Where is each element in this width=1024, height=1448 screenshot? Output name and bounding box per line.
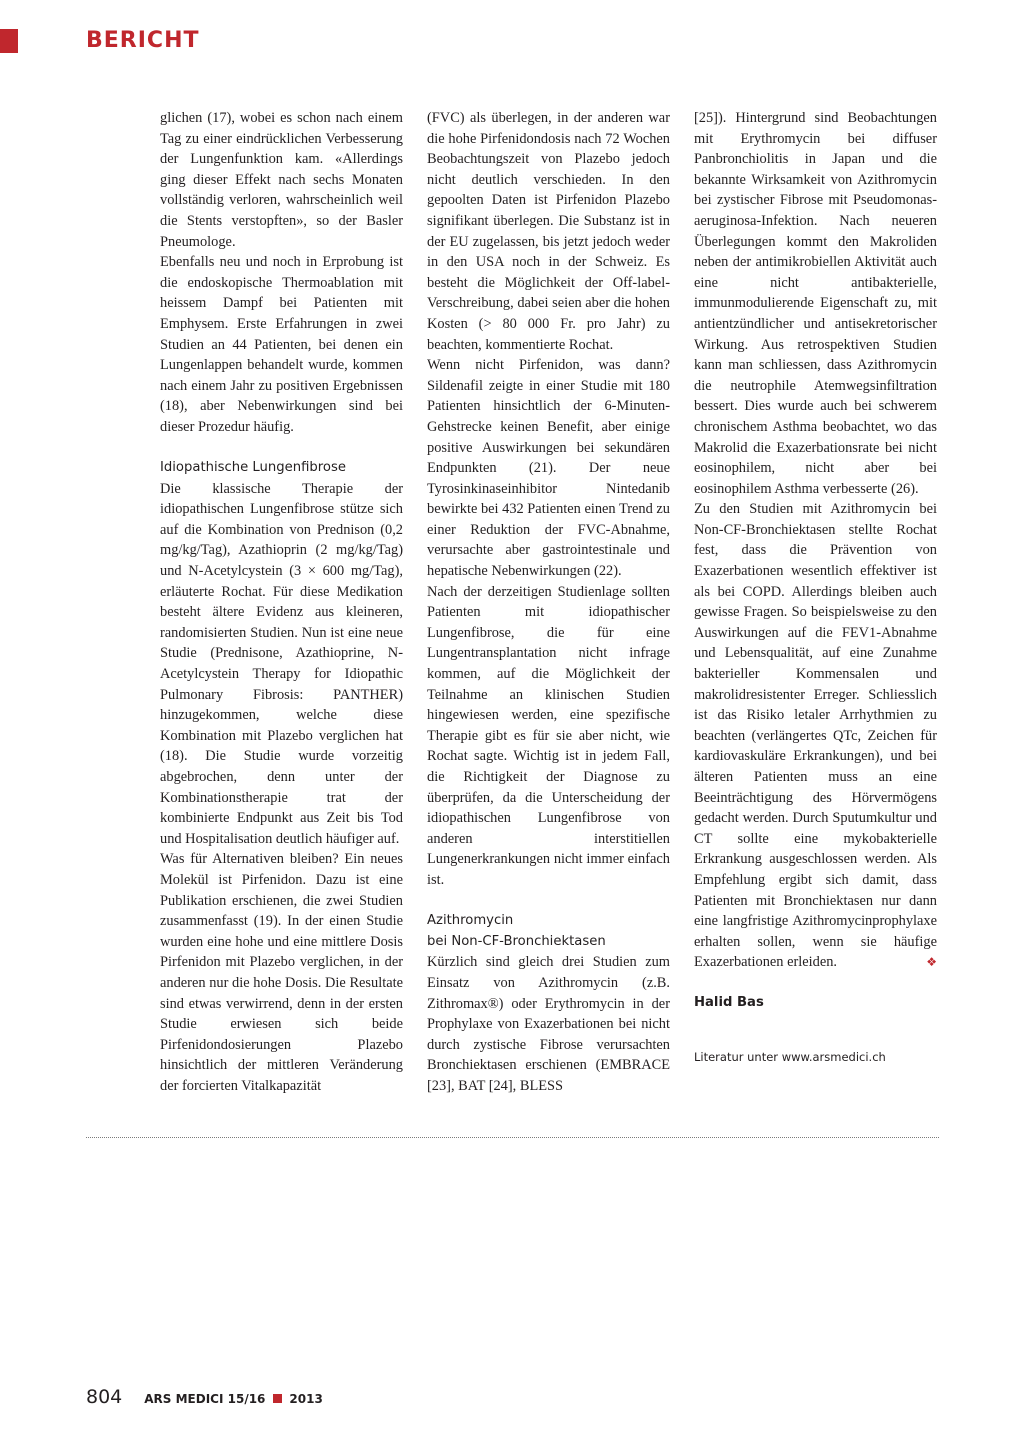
journal-year: 2013 (289, 1392, 323, 1406)
page-footer (86, 1386, 323, 1416)
footer-divider (86, 1137, 939, 1138)
article-column-3 (694, 108, 937, 1065)
article-column-1 (160, 108, 403, 1097)
column-text (427, 108, 670, 1097)
paragraph: Nach der derzeitigen Studienlage sollten Patienten mit idiopathischer Lungenfibrose, die für eine Lungentransplantation nicht infrage kommen, auf die Möglichkeit der Teilnahme an klinischen Studien hingewiesen werden, eine spezifische Therapie gibt es für sie aber nicht, wie Rochat sagte. Wichtig ist in jedem Fall, die Richtigkeit der Diagnose zu überprüfen, da die Unterscheidung der idiopathischen Lungenfibrose von anderen interstitiellen Lungenerkrankungen nicht immer einfach ist. (427, 583, 670, 888)
paragraph-gap (160, 438, 403, 459)
article-end-icon: ❖ (926, 955, 937, 970)
paragraph: glichen (17), wobei es schon nach einem Tag zu einer eindrücklichen Verbesserung der Lungenfunktion kam. «Allerdings ging dieser Effekt nach sechs Monaten vollständig verloren, wahrscheinlich weil die Stents verstopften», so der Basler Pneumologe. (160, 110, 403, 250)
paragraph: Die klassische Therapie der idiopathischen Lungenfibrose stütze sich auf die Kombination von Prednison (0,2 mg/kg/Tag), Azathioprin (2 mg/kg/Tag) und N-Acetylcystein (3 × 600 mg/Tag), erläuterte Rochat. Für diese Medikation besteht ältere Evidenz aus kleineren, randomisierten Studien. Nun ist eine neue Studie (Prednisone, Azathioprine, N-Acetylcystein Therapy for Idiopathic Pulmonary Fibrosis: PANTHER) hinzugekommen, welche diese Kombination mit Plazebo verglichen hat (18). Die Studie wurde vorzeitig abgebrochen, denn unter der Kombinationstherapie trat der kombinierte Endpunkt aus Zeit bis Tod und Hospitalisation deutlich häufiger auf. (160, 480, 403, 847)
paragraph: Was für Alternativen bleiben? Ein neues Molekül ist Pirfenidon. Dazu ist eine Publikation erschienen, die zwei Studien zusammenfasst (19). In der einen Studie wurden eine hohe und eine mittlere Dosis Pirfenidon mit Plazebo verglichen, in der anderen nur die hohe Dosis. Die Resultate sind etwas verwirrend, denn in der ersten Studie erwiesen sich beide Pirfenidondosierungen Plazebo hinsichtlich der mittleren Veränderung der forcierten Vitalkapazität (160, 851, 403, 1094)
subheading: bei Non-CF-Bronchiektasen (427, 933, 606, 949)
column-text (694, 108, 937, 973)
footer-square-icon (273, 1394, 282, 1403)
paragraph: Kürzlich sind gleich drei Studien zum Einsatz von Azithromycin (z.B. Zithromax®) oder Erythromycin in der Prophylaxe von Exazerbationen bei nicht durch zystische Fibrose verursachten Bronchiektasen erschienen (EMBRACE [23], BAT [24], BLESS (427, 954, 670, 1094)
subheading: Idiopathische Lungenfibrose (160, 460, 346, 476)
paragraph-gap (427, 891, 670, 912)
paragraph: Ebenfalls neu und noch in Erprobung ist die endoskopische Thermoablation mit heissem Dampf bei Patienten mit Emphysem. Erste Erfahrungen in zwei Studien an 44 Patienten, bei denen ein Lungenlappen behandelt wurde, kommen nach einem Jahr zu positiven Ergebnissen (18), aber Nebenwirkungen sind bei dieser Prozedur häufig. (160, 254, 403, 435)
column-text (160, 108, 403, 1097)
paragraph: [25]). Hintergrund sind Beobachtungen mit Erythromycin bei diffuser Panbronchiolitis in Japan und die bekannte Wirksamkeit von Azithromycin bei zystischer Fibrose mit Pseudomonas-aeruginosa-Infektion. Nach neueren Überlegungen kommt den Makroliden neben der antimikrobiellen Aktivität auch eine nicht antibakterielle, immunmodulierende Eigenschaft zu, mit antientzündlicher und antisekretorischer Wirkung. Aus retrospektiven Studien kann man schliessen, dass Azithromycin die neutrophile Atemwegsinfiltration bessert. Dies wurde auch bei schwerem chronischem Asthma beobachtet, wo das Makrolid die Exazerbationsrate bei nicht eosinophilem, nicht aber bei eosinophilem Asthma verbesserte (26). (694, 110, 937, 497)
journal-name: ARS MEDICI 15/16 (144, 1392, 266, 1406)
author-name: Halid Bas (694, 994, 764, 1010)
paragraph: Zu den Studien mit Azithromycin bei Non-CF-Bronchiektasen stellte Rochat fest, dass die Prävention von Exazerbationen wesentlich effektiver ist als bei COPD. Allerdings bleiben auch gewisse Fragen. So beispielsweise zu den Auswirkungen auf die FEV1-Abnahme und Lebensqualität, auf eine Zunahme bakterieller Kommensalen und makrolidresistenter Erreger. Schliesslich ist das Risiko letaler Arrhythmien zu beachten (verlängertes QTc, Zeichen für kardiovaskuläre Erkrankungen), und bei älteren Patienten muss an eine Beeinträchtigung des Hörvermögens gedacht werden. Durch Sputumkultur und CT sollte eine mykobakterielle Erkrankung ausgeschlossen werden. Als Empfehlung ergibt sich damit, dass Patienten mit Bronchiektasen nur dann eine langfristige Azithromycinprophylaxe erhalten sollen, wenn sie häufige Exazerbationen erleiden. ❖ (694, 499, 937, 973)
subheading: Azithromycin (427, 913, 514, 929)
paragraph: Wenn nicht Pirfenidon, was dann? Sildenafil zeigte in einer Studie mit 180 Patienten hinsichtlich der 6-Minuten-Gehstrecke keinen Benefit, aber einige positive Auswirkungen bei sekundären Endpunkten (21). Der neue Tyrosinkinaseinhibitor Nintedanib bewirkte bei 432 Patienten einen Trend zu einer Reduktion der FVC-Abnahme, verursachte aber gastrointestinale und hepatische Nebenwirkungen (22). (427, 357, 670, 580)
section-title: BERICHT (86, 28, 200, 53)
page-number: 804 (86, 1386, 123, 1408)
article-column-2 (427, 108, 670, 1097)
paragraph: (FVC) als überlegen, in der anderen war die hohe Pirfenidondosis nach 72 Wochen Beobachtungszeit von Plazebo jedoch nicht deutlich verschieden. In den gepoolten Daten ist Pirfenidon Plazebo signifikant überlegen. Die Substanz ist in der EU zugelassen, bis jetzt jedoch weder in den USA noch in der Schweiz. Es besteht die Möglichkeit der Off-label-Verschreibung, dabei seien aber die hohen Kosten (> 80 000 Fr. pro Jahr) zu beachten, kommentierte Rochat. (427, 110, 670, 353)
section-color-marker (0, 29, 18, 53)
literature-note: Literatur unter www.arsmedici.ch (694, 1049, 886, 1064)
